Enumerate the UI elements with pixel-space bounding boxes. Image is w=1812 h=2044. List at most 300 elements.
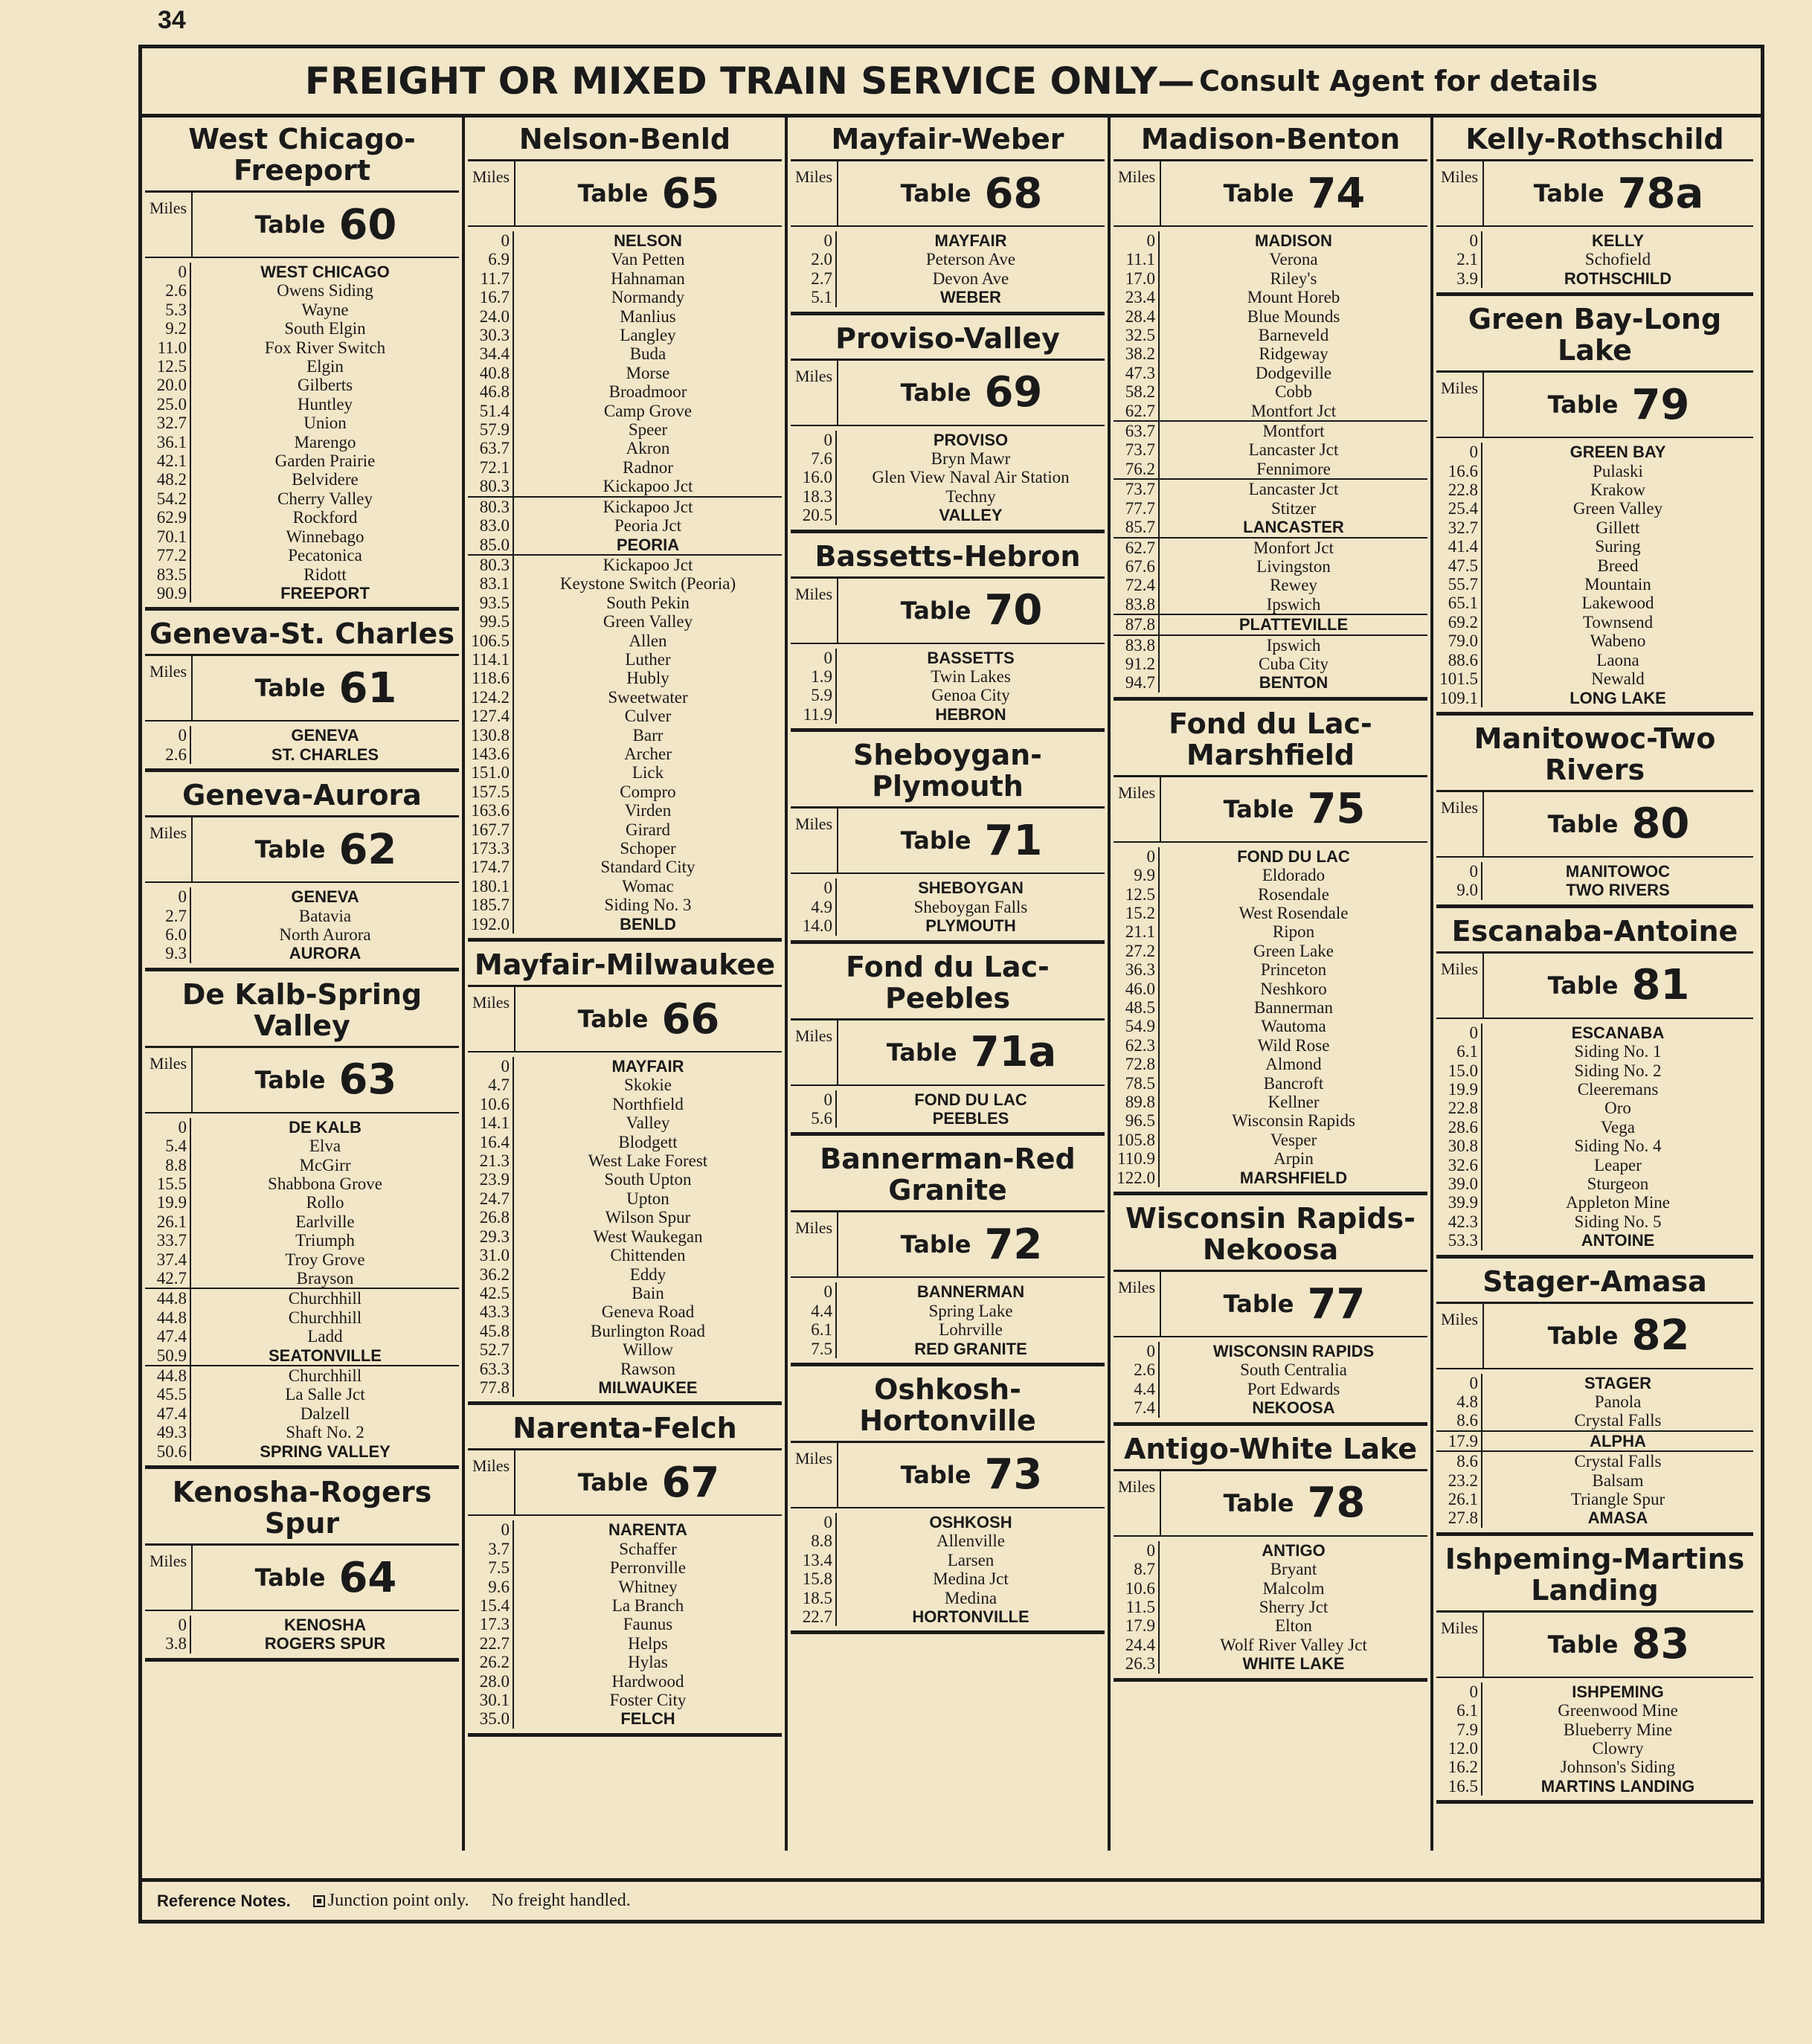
station-miles: 80.3 [468,477,514,495]
station-miles: 7.5 [468,1558,514,1577]
station-row [1114,885,1427,904]
station-miles: 2.0 [791,250,837,269]
table-number-heading [838,809,1105,872]
station-name: KELLY [1591,231,1645,250]
route-title: Manitowoc-Two Rivers [1436,721,1753,792]
station-name: Siding No. 2 [1574,1061,1662,1080]
route-title: Kenosha-Rogers Spur [145,1475,459,1546]
station-name: PLATTEVILLE [1238,615,1349,634]
station-miles: 10.6 [1114,1579,1160,1598]
station-name: Akron [626,439,670,458]
station-name: SHEBOYGAN [918,878,1024,898]
station-row [1436,631,1753,650]
station-miles: 2.7 [145,907,191,925]
station-miles: 5.4 [145,1137,191,1155]
station-name: Lohrville [939,1320,1003,1340]
station-row [791,506,1105,524]
station-name: MANITOWOC [1565,861,1671,881]
station-row [1114,655,1427,673]
table-label: Table [900,179,971,208]
station-name: Siding No. 5 [1574,1212,1662,1231]
station-name: Cherry Valley [277,489,373,508]
station-name: AMASA [1587,1508,1648,1528]
table-70 [791,539,1105,733]
station-name: Upton [626,1189,669,1208]
station-name: Garden Prairie [274,451,376,471]
station-name: ANTOINE [1581,1231,1655,1250]
station-miles: 7.6 [791,449,837,468]
station-miles: 83.8 [1114,595,1160,614]
route-title: Bannerman-Red Granite [791,1142,1105,1212]
station-row [791,667,1105,686]
station-name: Crystal Falls [1574,1452,1662,1471]
station-miles: 0 [145,887,191,906]
station-miles: 11.9 [791,705,837,724]
station-row [468,877,782,896]
station-miles: 23.9 [468,1170,514,1189]
station-miles: 76.2 [1114,460,1160,478]
station-row [468,631,782,650]
table-header [791,809,1105,874]
station-miles: 22.8 [1436,481,1482,499]
table-number-heading [1484,161,1753,225]
station-row [791,468,1105,486]
station-name: Culver [624,707,672,726]
station-miles: 30.8 [1436,1137,1482,1155]
station-row [1114,269,1427,288]
station-miles: 53.3 [1436,1231,1482,1250]
station-miles: 72.8 [1114,1055,1160,1073]
station-name: GENEVA [291,726,359,745]
table-label: Table [900,596,971,625]
station-miles: 94.7 [1114,673,1160,692]
station-row [791,431,1105,449]
station-row [145,546,459,565]
station-name: Siding No. 3 [604,896,692,915]
station-name: Livingston [1256,556,1331,576]
station-miles: 7.9 [1436,1720,1482,1739]
station-list [145,1113,459,1469]
station-miles: 6.1 [791,1320,837,1339]
station-name: WEBER [940,288,1001,307]
station-miles: 36.3 [1114,960,1160,979]
station-miles: 27.2 [1114,942,1160,960]
station-row [1114,634,1427,655]
station-name: WISCONSIN RAPIDS [1212,1342,1375,1361]
route-title: Mayfair-Milwaukee [468,948,782,987]
station-miles: 4.4 [791,1302,837,1320]
station-miles: 73.7 [1114,480,1160,498]
station-name: MARTINS LANDING [1540,1776,1695,1796]
station-row [1436,1023,1753,1042]
table-61 [145,617,459,772]
station-name: ST. CHARLES [271,745,379,764]
station-row [1114,922,1427,941]
table-62 [145,778,459,971]
table-number: 72 [984,1220,1043,1269]
station-name: Faunus [623,1615,673,1634]
station-row [1436,1490,1753,1508]
station-row [468,554,782,574]
table-71a [791,950,1105,1137]
station-miles: 47.5 [1436,556,1482,575]
station-miles: 77.7 [1114,499,1160,518]
station-name: Gilberts [297,376,353,395]
station-name: Blue Mounds [1247,306,1340,326]
station-miles: 62.7 [1114,402,1160,420]
station-row [468,1360,782,1378]
station-miles: 0 [1114,231,1160,250]
table-label: Table [1547,1630,1619,1659]
table-label: Table [1547,1321,1619,1350]
station-row [1436,1430,1753,1450]
table-number: 66 [661,994,720,1044]
station-miles: 96.5 [1114,1111,1160,1130]
route-title: Escanaba-Antoine [1436,914,1753,954]
station-row [1436,269,1753,288]
station-miles: 44.8 [145,1289,191,1308]
table-number: 83 [1631,1620,1690,1669]
station-row [1114,1636,1427,1654]
station-name: Vesper [1270,1130,1317,1149]
table-number-heading [193,193,459,257]
station-name: ISHPEMING [1572,1682,1664,1701]
station-row [1114,440,1427,459]
station-name: Broadmoor [608,382,687,402]
station-row [468,1340,782,1359]
station-name: Pecatonica [288,546,362,565]
station-name: Wayne [301,300,349,319]
station-row [468,250,782,269]
station-list [791,426,1105,533]
station-miles: 0 [468,231,514,250]
station-row [1436,1450,1753,1471]
station-row [145,745,459,764]
station-name: Blueberry Mine [1563,1720,1673,1739]
station-name: Wolf River Valley Jct [1220,1635,1367,1654]
station-row [468,1596,782,1615]
table-79 [1436,302,1753,716]
station-name: HORTONVILLE [912,1607,1029,1626]
table-header [468,161,782,227]
table-label: Table [254,210,326,239]
station-row [791,1302,1105,1320]
station-miles: 5.6 [791,1109,837,1128]
station-miles: 26.1 [145,1212,191,1231]
station-row [145,338,459,357]
station-miles: 2.7 [791,269,837,288]
station-miles: 6.1 [1436,1042,1482,1061]
station-miles: 17.0 [1114,269,1160,288]
station-name: Standard City [600,858,695,877]
station-miles: 5.3 [145,301,191,319]
table-number-heading [838,579,1105,643]
station-row [1114,1579,1427,1598]
station-miles: 10.6 [468,1095,514,1113]
table-number: 61 [338,663,397,713]
station-row [1436,1739,1753,1758]
station-miles: 185.7 [468,896,514,914]
station-row [1114,1560,1427,1578]
station-miles: 12.0 [1436,1739,1482,1758]
station-row [145,1231,459,1250]
miles-label: Miles [1114,161,1161,225]
table-number: 71a [970,1028,1057,1076]
station-name: Ladd [307,1327,343,1346]
station-miles: 52.7 [468,1340,514,1359]
station-miles: 2.6 [145,281,191,300]
station-miles: 73.7 [1114,440,1160,459]
station-row [468,402,782,420]
table-72 [791,1142,1105,1366]
station-miles: 43.3 [468,1302,514,1321]
station-name: Cuba City [1259,654,1329,673]
station-row [791,686,1105,704]
junction-note-text: Junction point only. [327,1891,469,1910]
station-name: Princeton [1260,960,1327,980]
station-row [145,489,459,508]
station-miles: 65.1 [1436,594,1482,612]
station-row [468,574,782,593]
station-row [468,1558,782,1577]
table-number: 65 [661,169,720,218]
station-miles: 173.3 [468,839,514,858]
station-row [468,669,782,687]
station-name: Radnor [623,457,673,477]
route-title: Green Bay-Long Lake [1436,302,1753,373]
station-row [1436,499,1753,518]
table-header [145,1546,459,1611]
station-name: PLYMOUTH [925,916,1016,936]
station-miles: 30.1 [468,1691,514,1709]
route-title: Madison-Benton [1114,122,1427,161]
route-title: Stager-Amasa [1436,1264,1753,1304]
station-name: PROVISO [933,430,1009,449]
station-row [468,307,782,326]
timetable-columns [142,118,1761,1851]
table-67 [468,1411,782,1736]
station-miles: 48.5 [1114,998,1160,1017]
station-name: Barneveld [1258,326,1329,345]
station-miles: 44.8 [145,1308,191,1327]
table-number-heading [193,817,459,881]
station-name: Vega [1601,1117,1635,1137]
station-name: McGirr [299,1155,351,1174]
station-list [1436,1019,1753,1259]
station-miles: 17.9 [1436,1432,1482,1450]
station-name: Twin Lakes [931,667,1011,687]
station-miles: 67.6 [1114,557,1160,576]
station-miles: 45.8 [468,1322,514,1340]
station-name: Archer [624,744,672,763]
reference-notes-label: Reference Notes. [157,1891,291,1910]
station-name: Appleton Mine [1566,1193,1670,1212]
station-miles: 0 [791,878,837,897]
table-label: Table [254,674,326,703]
station-miles: 24.7 [468,1189,514,1208]
station-name: BENTON [1259,673,1329,692]
miles-label: Miles [145,817,193,881]
station-miles: 157.5 [468,782,514,801]
station-miles: 118.6 [468,669,514,687]
station-miles: 83.8 [1114,636,1160,655]
station-name: Mount Horeb [1247,288,1340,307]
table-label: Table [1223,1488,1294,1517]
station-name: South Elgin [284,319,366,338]
miles-label: Miles [145,1546,193,1610]
junction-note [313,1891,469,1911]
table-71 [791,738,1105,943]
station-miles: 21.1 [1114,922,1160,941]
station-name: Allenville [936,1532,1005,1551]
station-miles: 3.7 [468,1540,514,1558]
station-row [468,1672,782,1691]
miles-label: Miles [1436,1613,1484,1677]
station-row [468,1634,782,1653]
station-row [145,1442,459,1461]
station-miles: 9.9 [1114,866,1160,884]
station-row [1436,231,1753,250]
station-row [1114,1055,1427,1073]
station-row [1114,478,1427,498]
table-number-heading [1484,954,1753,1018]
station-miles: 15.5 [145,1174,191,1193]
station-row [145,301,459,319]
route-title: Geneva-Aurora [145,778,459,817]
station-miles: 83.1 [468,574,514,593]
station-name: Burlington Road [591,1321,705,1340]
station-miles: 24.4 [1114,1636,1160,1654]
station-name: Schoper [620,839,676,858]
station-row [1436,689,1753,707]
station-row [145,1269,459,1288]
station-miles: 4.4 [1114,1380,1160,1398]
station-name: Clowry [1592,1739,1644,1758]
table-label: Table [1223,794,1294,823]
station-name: Schaffer [619,1539,677,1558]
station-name: Hylas [628,1653,668,1672]
station-name: Sweetwater [608,687,688,707]
station-miles: 77.8 [468,1378,514,1397]
station-name: Rawson [620,1359,676,1378]
station-name: Ridott [303,565,347,584]
station-name: Churchhill [288,1289,362,1308]
station-miles: 20.0 [145,376,191,394]
station-row [791,705,1105,724]
table-header [1436,792,1753,858]
table-81 [1436,914,1753,1259]
station-row [468,439,782,457]
station-row [1114,1093,1427,1111]
station-name: West Waukegan [593,1227,703,1246]
station-row [791,1090,1105,1109]
station-row [1114,1598,1427,1616]
station-list [791,1508,1105,1634]
station-miles: 16.6 [1436,462,1482,481]
table-63 [145,977,459,1469]
station-miles: 32.7 [1436,518,1482,537]
station-row [1114,942,1427,960]
station-miles: 6.0 [145,925,191,944]
station-miles: 27.8 [1436,1508,1482,1527]
station-row [791,1282,1105,1301]
station-row [1436,1683,1753,1701]
station-row [468,1520,782,1539]
station-name: Camp Grove [603,401,693,420]
station-miles: 4.9 [791,898,837,916]
station-miles: 0 [1114,847,1160,866]
station-miles: 109.1 [1436,689,1482,707]
station-name: Sturgeon [1587,1174,1649,1193]
station-miles: 4.7 [468,1076,514,1094]
reference-notes [142,1878,1761,1920]
station-name: ROTHSCHILD [1564,269,1672,288]
station-row [145,1423,459,1442]
station-miles: 50.6 [145,1442,191,1461]
station-name: WHITE LAKE [1242,1654,1345,1674]
station-miles: 0 [1436,1023,1482,1042]
station-miles: 88.6 [1436,651,1482,669]
station-miles: 62.3 [1114,1036,1160,1055]
station-row [468,364,782,382]
station-name: West Lake Forest [588,1151,708,1171]
station-name: Hubly [626,669,669,688]
station-miles: 37.4 [145,1250,191,1269]
table-68 [791,122,1105,315]
station-miles: 36.2 [468,1265,514,1284]
station-miles: 36.1 [145,433,191,451]
station-name: Womac [622,876,674,896]
table-80 [1436,721,1753,908]
station-name: Fennimore [1256,459,1331,478]
table-64 [145,1475,459,1662]
station-name: Ipswich [1266,594,1321,614]
station-miles: 41.4 [1436,537,1482,556]
station-row [468,1540,782,1558]
station-row [1436,250,1753,269]
table-header [791,161,1105,227]
station-name: ANTIGO [1262,1540,1326,1560]
station-miles: 12.5 [145,357,191,376]
table-header [145,193,459,258]
station-list [145,721,459,772]
station-list [791,1278,1105,1366]
station-name: Medina Jct [933,1569,1009,1589]
station-name: Monfort Jct [1253,538,1334,557]
station-name: Rosendale [1258,884,1329,904]
table-header [791,1021,1105,1086]
station-miles: 63.3 [468,1360,514,1378]
station-miles: 85.7 [1114,518,1160,536]
station-miles: 15.4 [468,1596,514,1615]
station-row [1114,1111,1427,1130]
station-list [791,227,1105,315]
table-header [145,1048,459,1113]
no-freight-note: No freight handled. [491,1891,631,1910]
station-row [468,496,782,516]
station-row [1436,462,1753,481]
station-row [791,1109,1105,1128]
station-miles: 8.6 [1436,1411,1482,1430]
station-miles: 0 [1114,1541,1160,1560]
station-row [1114,460,1427,478]
station-name: Perronville [609,1558,687,1578]
table-label: Table [1223,179,1294,208]
station-list [1436,1369,1753,1536]
station-row [1436,537,1753,556]
station-name: Rollo [306,1193,344,1212]
table-number: 77 [1307,1279,1366,1328]
